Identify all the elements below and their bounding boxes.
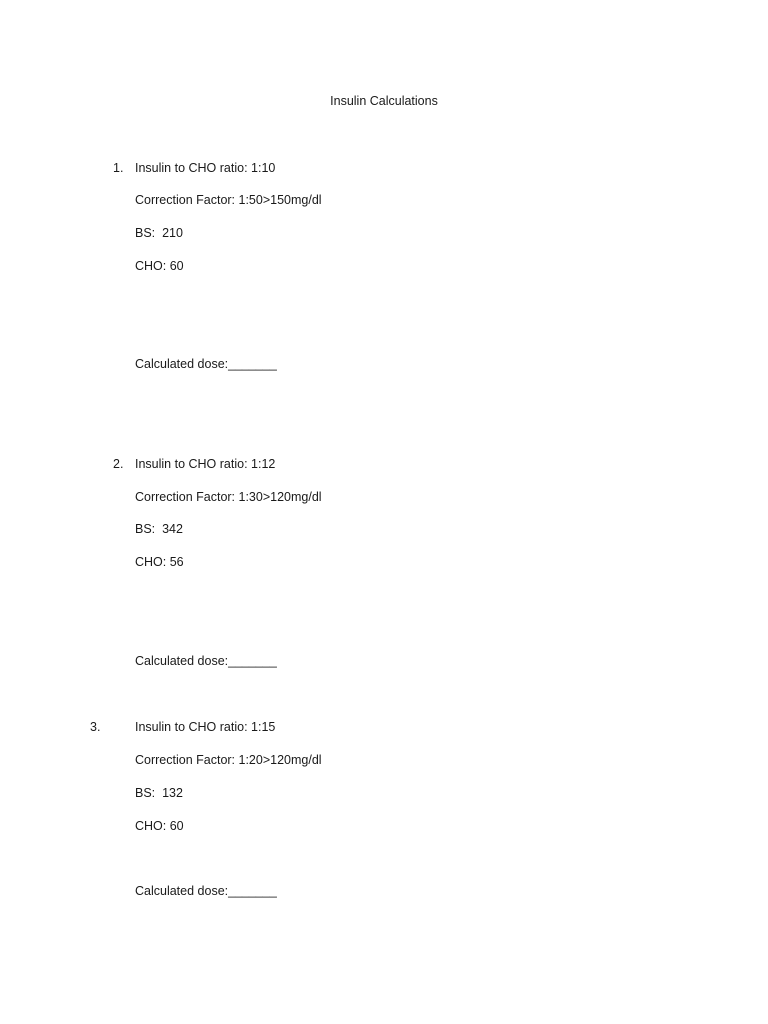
- correction-factor: Correction Factor: 1:50>150mg/dl: [135, 193, 322, 207]
- calculated-dose: Calculated dose:_______: [135, 357, 277, 371]
- correction-factor: Correction Factor: 1:20>120mg/dl: [135, 753, 322, 767]
- blood-sugar: BS: 132: [135, 786, 183, 800]
- carbohydrate: CHO: 60: [135, 259, 184, 273]
- problem-number: 1.: [113, 161, 124, 175]
- problem-number: 2.: [113, 457, 124, 471]
- blood-sugar: BS: 342: [135, 522, 183, 536]
- correction-factor: Correction Factor: 1:30>120mg/dl: [135, 490, 322, 504]
- calculated-dose: Calculated dose:_______: [135, 654, 277, 668]
- carbohydrate: CHO: 60: [135, 819, 184, 833]
- cho-ratio: Insulin to CHO ratio: 1:15: [135, 720, 276, 734]
- blood-sugar: BS: 210: [135, 226, 183, 240]
- cho-ratio: Insulin to CHO ratio: 1:10: [135, 161, 276, 175]
- problem-number: 3.: [90, 720, 101, 734]
- calculated-dose: Calculated dose:_______: [135, 884, 277, 898]
- page-title: Insulin Calculations: [330, 94, 438, 108]
- cho-ratio: Insulin to CHO ratio: 1:12: [135, 457, 276, 471]
- carbohydrate: CHO: 56: [135, 555, 184, 569]
